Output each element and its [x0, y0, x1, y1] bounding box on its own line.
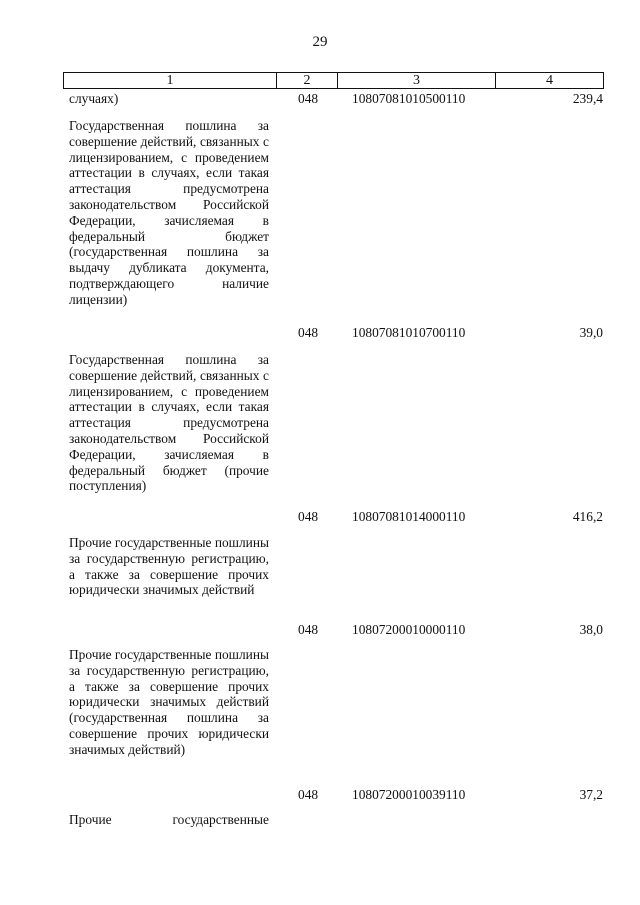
page-number: 29: [312, 34, 328, 50]
row-code: 048: [298, 91, 319, 106]
row-amount: 239,4: [572, 91, 603, 106]
row-kbk: 10807200010039110: [352, 787, 466, 802]
row-kbk: 10807081010500110: [352, 91, 466, 106]
header-col-3: 3: [338, 73, 496, 88]
row-amount: 37,2: [579, 787, 603, 802]
row-description: Прочие государственные: [69, 812, 269, 827]
row-code: 048: [298, 325, 319, 340]
row-amount: 38,0: [579, 622, 603, 637]
table-header: [63, 72, 604, 89]
row-code: 048: [298, 622, 319, 637]
row-kbk: 10807081010700110: [352, 325, 466, 340]
row-description: случаях): [69, 91, 119, 106]
header-col-1: 1: [64, 73, 277, 88]
row-description: Государственная пошлина за совершение действий, связанных с лицензированием, с проведением аттестации в случаях, если такая аттестация предусмотрена законодательством Российской Федерации, зачисляемая в федеральный бюджет (прочие поступления): [69, 352, 269, 494]
row-code: 048: [298, 509, 319, 524]
row-description: Прочие государственные пошлины за государственную регистрацию, а также за совершение прочих юридически значимых действий (государственная пошлина за совершение прочих юридически значимых действий): [69, 647, 269, 757]
row-kbk: 10807200010000110: [352, 622, 466, 637]
row-amount: 416,2: [572, 509, 603, 524]
header-col-2: 2: [277, 73, 338, 88]
row-code: 048: [298, 787, 319, 802]
row-amount: 39,0: [579, 325, 603, 340]
header-col-4: 4: [546, 73, 553, 88]
row-kbk: 10807081014000110: [352, 509, 466, 524]
row-description: Государственная пошлина за совершение действий, связанных с лицензированием, с проведением аттестации в случаях, если такая аттестация предусмотрена законодательством Российской Федерации, зачисляемая в федеральный бюджет (государственная пошлина за выдачу дубликата документа, подтверждающего наличие лицензии): [69, 118, 269, 307]
row-description: Прочие государственные пошлины за государственную регистрацию, а также за совершение прочих юридически значимых действий: [69, 535, 269, 598]
